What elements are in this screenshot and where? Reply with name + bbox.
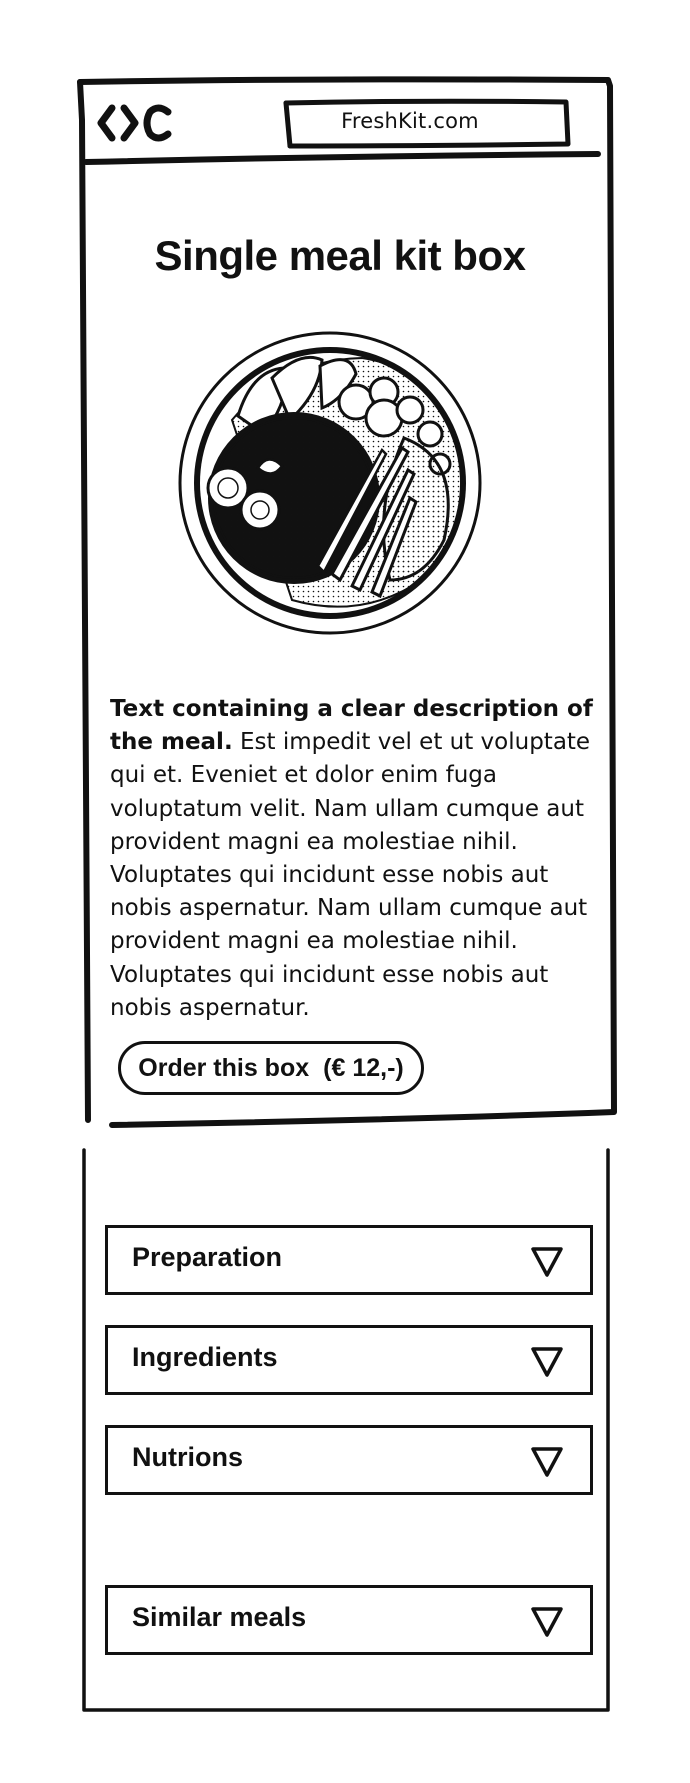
accordion-nutrions[interactable] — [105, 1425, 593, 1495]
description-bold: Text containing a clear description of the meal. — [110, 696, 593, 756]
url-bar[interactable]: FreshKit.com — [341, 109, 479, 133]
accordion-similar-meals[interactable] — [105, 1585, 593, 1655]
accordion-label-nutrions: Nutrions — [132, 1442, 243, 1472]
order-button-price: (€ 12,-) — [323, 1053, 404, 1082]
meal-description — [110, 693, 600, 1025]
accordion-ingredients[interactable] — [105, 1325, 593, 1395]
triangle-down-icon — [530, 1446, 564, 1478]
code-brackets-refresh-icon[interactable] — [96, 96, 182, 150]
page-title: Single meal kit box — [154, 232, 526, 279]
triangle-down-icon — [530, 1606, 564, 1638]
description-body: Est impedit vel et ut voluptate qui et. Eveniet et dolor enim fuga voluptatum velit. Nam ullam cumque aut provident magni ea molestiae nihil. Voluptates qui incidunt esse nobis aut nobis aspernatur. Nam ullam cumque aut provident magni ea molestiae nihil. Voluptates qui incidunt esse nobis aut nobis aspernatur. — [110, 729, 591, 1021]
meal-bowl-illustration — [172, 330, 488, 636]
accordion-preparation[interactable] — [105, 1225, 593, 1295]
accordion-label-similar-meals: Similar meals — [132, 1602, 307, 1632]
triangle-down-icon — [530, 1246, 564, 1278]
accordion-label-preparation: Preparation — [132, 1242, 283, 1272]
triangle-down-icon — [530, 1346, 564, 1378]
order-button-label: Order this box — [138, 1053, 310, 1082]
accordion-label-ingredients: Ingredients — [132, 1342, 278, 1372]
order-box-button[interactable] — [118, 1041, 424, 1095]
